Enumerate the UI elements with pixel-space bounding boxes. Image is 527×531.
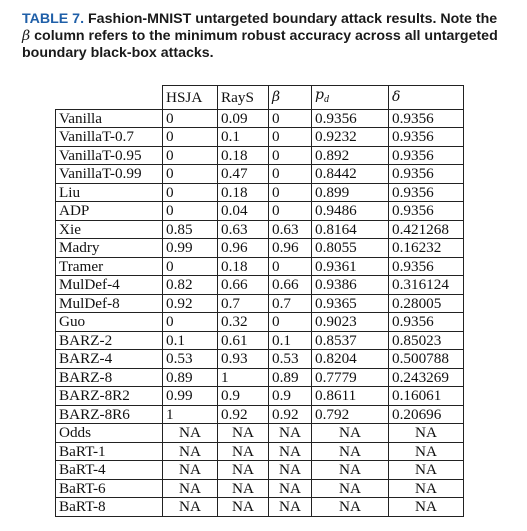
- cell-method: Liu: [56, 183, 163, 202]
- cell-pd: 0.9361: [312, 257, 389, 276]
- cell-pd: 0.8442: [312, 165, 389, 184]
- cell-hsja: 0: [163, 183, 218, 202]
- cell-method: Madry: [56, 239, 163, 258]
- cell-hsja: 0: [163, 109, 218, 128]
- header-beta: [269, 86, 312, 110]
- cell-hsja: 0.85: [163, 220, 218, 239]
- cell-method: BARZ-4: [56, 350, 163, 369]
- cell-method: BaRT-4: [56, 461, 163, 480]
- cell-delta: NA: [389, 461, 464, 480]
- header-rays: RayS: [218, 86, 269, 110]
- cell-method: VanillaT-0.95: [56, 146, 163, 165]
- table-row: [56, 442, 464, 461]
- cell-method: BaRT-6: [56, 479, 163, 498]
- cell-beta: NA: [269, 461, 312, 480]
- cell-rays: 0.96: [218, 239, 269, 258]
- table-row: [56, 220, 464, 239]
- cell-hsja: 0: [163, 128, 218, 147]
- cell-pd: 0.8537: [312, 331, 389, 350]
- cell-method: MulDef-4: [56, 276, 163, 295]
- cell-method: BARZ-2: [56, 331, 163, 350]
- table-row: [56, 498, 464, 517]
- cell-beta: 0.66: [269, 276, 312, 295]
- cell-method: BARZ-8R6: [56, 405, 163, 424]
- cell-rays: NA: [218, 498, 269, 517]
- cell-rays: NA: [218, 461, 269, 480]
- table-caption: [22, 11, 502, 62]
- cell-delta: 0.9356: [389, 146, 464, 165]
- cell-delta: 0.9356: [389, 257, 464, 276]
- table-row: [56, 368, 464, 387]
- table-row: [56, 146, 464, 165]
- cell-pd: 0.9023: [312, 313, 389, 332]
- cell-method: Tramer: [56, 257, 163, 276]
- cell-delta: NA: [389, 479, 464, 498]
- cell-rays: 0.09: [218, 109, 269, 128]
- table-row: [56, 128, 464, 147]
- cell-hsja: 0.92: [163, 294, 218, 313]
- cell-pd: 0.7779: [312, 368, 389, 387]
- cell-pd: 0.9356: [312, 109, 389, 128]
- table-row: [56, 387, 464, 406]
- pd-subscript: d: [323, 94, 329, 105]
- delta-symbol: δ: [392, 89, 401, 105]
- cell-pd: 0.899: [312, 183, 389, 202]
- caption-text-continued: column refers to the minimum robust accuracy across all untargeted boundary black-box attacks.: [22, 28, 498, 61]
- cell-rays: 0.32: [218, 313, 269, 332]
- cell-rays: NA: [218, 442, 269, 461]
- cell-rays: 0.66: [218, 276, 269, 295]
- table-label: TABLE 7.: [22, 11, 85, 27]
- cell-delta: 0.28005: [389, 294, 464, 313]
- cell-delta: 0.9356: [389, 109, 464, 128]
- table-row: [56, 257, 464, 276]
- cell-rays: 0.18: [218, 257, 269, 276]
- cell-method: BaRT-1: [56, 442, 163, 461]
- cell-hsja: NA: [163, 424, 218, 443]
- cell-rays: 0.18: [218, 146, 269, 165]
- cell-delta: 0.9356: [389, 202, 464, 221]
- header-pd: [312, 86, 389, 110]
- cell-rays: 0.92: [218, 405, 269, 424]
- cell-delta: 0.316124: [389, 276, 464, 295]
- cell-delta: NA: [389, 442, 464, 461]
- header-corner: [56, 86, 163, 110]
- cell-pd: NA: [312, 498, 389, 517]
- table-row: [56, 331, 464, 350]
- cell-method: BARZ-8R2: [56, 387, 163, 406]
- cell-beta: 0: [269, 183, 312, 202]
- cell-pd: 0.792: [312, 405, 389, 424]
- cell-rays: 0.61: [218, 331, 269, 350]
- cell-beta: 0: [269, 146, 312, 165]
- cell-hsja: NA: [163, 442, 218, 461]
- cell-beta: 0: [269, 165, 312, 184]
- cell-hsja: 0.1: [163, 331, 218, 350]
- cell-beta: 0: [269, 202, 312, 221]
- cell-pd: 0.8164: [312, 220, 389, 239]
- cell-pd: 0.9386: [312, 276, 389, 295]
- cell-beta: 0: [269, 109, 312, 128]
- cell-delta: 0.16232: [389, 239, 464, 258]
- cell-hsja: 0: [163, 313, 218, 332]
- cell-beta: NA: [269, 424, 312, 443]
- cell-method: VanillaT-0.99: [56, 165, 163, 184]
- table-row: [56, 461, 464, 480]
- cell-beta: 0.7: [269, 294, 312, 313]
- header-delta: [389, 86, 464, 110]
- cell-hsja: 0: [163, 202, 218, 221]
- cell-rays: 0.04: [218, 202, 269, 221]
- table-header-row: [56, 86, 464, 110]
- cell-hsja: 0: [163, 146, 218, 165]
- cell-hsja: 0.99: [163, 239, 218, 258]
- cell-delta: 0.9356: [389, 313, 464, 332]
- table-row: [56, 276, 464, 295]
- table-row: [56, 239, 464, 258]
- cell-hsja: 0.99: [163, 387, 218, 406]
- cell-pd: 0.8204: [312, 350, 389, 369]
- cell-method: ADP: [56, 202, 163, 221]
- cell-beta: NA: [269, 498, 312, 517]
- cell-pd: 0.9486: [312, 202, 389, 221]
- cell-beta: NA: [269, 479, 312, 498]
- cell-delta: 0.500788: [389, 350, 464, 369]
- results-table: [55, 85, 464, 517]
- table-row: [56, 109, 464, 128]
- cell-delta: 0.9356: [389, 128, 464, 147]
- cell-rays: 0.9: [218, 387, 269, 406]
- cell-method: Xie: [56, 220, 163, 239]
- table-row: [56, 202, 464, 221]
- beta-symbol: β: [272, 89, 281, 105]
- cell-method: Odds: [56, 424, 163, 443]
- cell-pd: NA: [312, 461, 389, 480]
- p-symbol: p: [315, 87, 324, 103]
- cell-rays: 0.93: [218, 350, 269, 369]
- cell-pd: 0.9365: [312, 294, 389, 313]
- cell-pd: 0.9232: [312, 128, 389, 147]
- table-row: [56, 350, 464, 369]
- cell-method: BaRT-8: [56, 498, 163, 517]
- cell-beta: 0: [269, 257, 312, 276]
- caption-beta-symbol: β: [22, 28, 31, 44]
- table-row: [56, 183, 464, 202]
- cell-method: Vanilla: [56, 109, 163, 128]
- cell-delta: NA: [389, 498, 464, 517]
- cell-beta: 0.9: [269, 387, 312, 406]
- caption-text: Fashion-MNIST untargeted boundary attack results. Note the: [88, 11, 498, 27]
- table-row: [56, 479, 464, 498]
- cell-delta: 0.9356: [389, 165, 464, 184]
- cell-rays: 0.7: [218, 294, 269, 313]
- table-row: [56, 405, 464, 424]
- cell-beta: 0: [269, 128, 312, 147]
- table-row: [56, 424, 464, 443]
- table-row: [56, 313, 464, 332]
- cell-method: MulDef-8: [56, 294, 163, 313]
- header-hsja: HSJA: [163, 86, 218, 110]
- cell-rays: 0.1: [218, 128, 269, 147]
- cell-rays: 1: [218, 368, 269, 387]
- table-row: [56, 294, 464, 313]
- cell-beta: 0.1: [269, 331, 312, 350]
- cell-method: VanillaT-0.7: [56, 128, 163, 147]
- cell-hsja: 0.53: [163, 350, 218, 369]
- cell-beta: 0.89: [269, 368, 312, 387]
- cell-delta: 0.85023: [389, 331, 464, 350]
- cell-beta: 0.96: [269, 239, 312, 258]
- cell-beta: NA: [269, 442, 312, 461]
- cell-hsja: 0: [163, 165, 218, 184]
- cell-rays: 0.47: [218, 165, 269, 184]
- cell-pd: NA: [312, 424, 389, 443]
- cell-pd: 0.8055: [312, 239, 389, 258]
- cell-hsja: NA: [163, 498, 218, 517]
- cell-hsja: NA: [163, 479, 218, 498]
- cell-delta: 0.9356: [389, 183, 464, 202]
- cell-beta: 0: [269, 313, 312, 332]
- cell-rays: NA: [218, 424, 269, 443]
- cell-delta: NA: [389, 424, 464, 443]
- cell-hsja: 0.82: [163, 276, 218, 295]
- cell-hsja: NA: [163, 461, 218, 480]
- cell-delta: 0.243269: [389, 368, 464, 387]
- cell-hsja: 0.89: [163, 368, 218, 387]
- cell-delta: 0.421268: [389, 220, 464, 239]
- cell-hsja: 0: [163, 257, 218, 276]
- table-body: [56, 109, 464, 516]
- cell-rays: 0.63: [218, 220, 269, 239]
- cell-method: Guo: [56, 313, 163, 332]
- cell-delta: 0.16061: [389, 387, 464, 406]
- cell-rays: NA: [218, 479, 269, 498]
- cell-pd: NA: [312, 479, 389, 498]
- cell-beta: 0.53: [269, 350, 312, 369]
- cell-rays: 0.18: [218, 183, 269, 202]
- cell-beta: 0.63: [269, 220, 312, 239]
- cell-pd: 0.8611: [312, 387, 389, 406]
- cell-beta: 0.92: [269, 405, 312, 424]
- cell-method: BARZ-8: [56, 368, 163, 387]
- cell-hsja: 1: [163, 405, 218, 424]
- cell-pd: NA: [312, 442, 389, 461]
- cell-delta: 0.20696: [389, 405, 464, 424]
- table-row: [56, 165, 464, 184]
- cell-pd: 0.892: [312, 146, 389, 165]
